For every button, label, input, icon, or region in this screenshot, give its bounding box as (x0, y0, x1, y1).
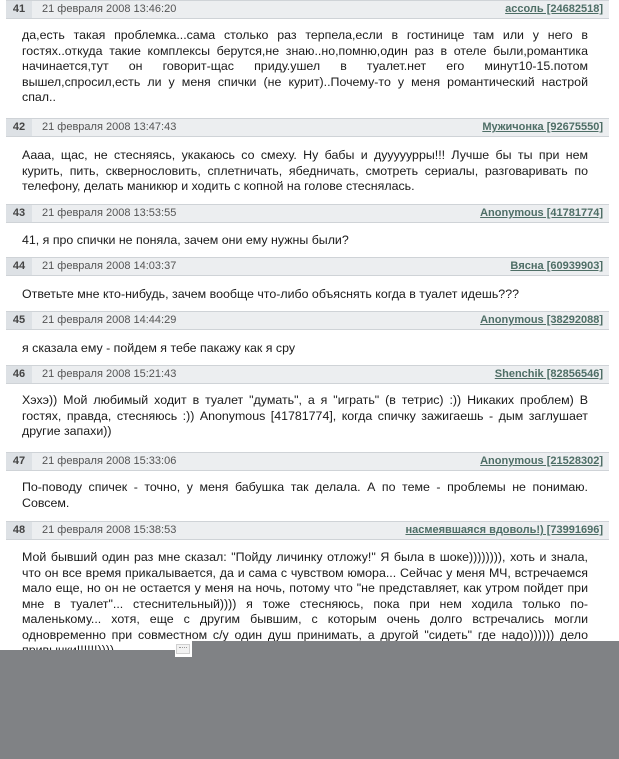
comment-text: По-поводу спичек - точно, у меня бабушка так делала. А по теме - проблемы не понимаю. Совсем. (22, 480, 588, 510)
comment-author-link[interactable]: насмеявшаяся вдоволь!) [73991696] (405, 524, 603, 536)
comment-datetime: 21 февраля 2008 15:38:53 (42, 524, 177, 536)
comment-text: я сказала ему - пойдем я тебе пакажу как я сру (22, 341, 296, 355)
comment-author-link[interactable]: Anonymous [21528302] (480, 455, 603, 467)
image-placeholder-icon (176, 644, 190, 654)
comment-number: 47 (6, 453, 32, 470)
comment-number: 48 (6, 522, 32, 539)
comment-datetime: 21 февраля 2008 13:46:20 (42, 3, 177, 15)
comment-header (6, 521, 609, 540)
comment-header (6, 452, 609, 471)
comment-number: 44 (6, 258, 32, 275)
comment-text: Мой бывший один раз мне сказал: "Пойду личинку отложу!" Я была в шоке)))))))), хоть и знала, что он все время прикалывается, да и сама с чувством юмора... Сейчас у меня МЧ, встречаемся мало еще, но он не остается у меня на ночь, потому что "не представляет, как утром пойдет при мне в туалет"... стеснительный)))) я тоже стесняюсь, пока при нем ходила только по-маленькому... хотя, еще с другим бывшим, с которым очень долго встречались могли одновременно при совместном с/у один душ принимать, а другой "сидеть" где надо)))))) дело (22, 550, 588, 642)
comment-header (6, 0, 609, 19)
comment-author-link[interactable]: ассоль [24682518] (505, 3, 603, 15)
comment-datetime: 21 февраля 2008 13:53:55 (42, 207, 177, 219)
comment-header (6, 365, 609, 384)
comment-text: да,есть такая проблемка...сама столько раз терпела,если в гостинице там или у него в гостях..откуда такие комплексы берутся,не знаю..но,помню,один раз в отеле были,романтика начинается,тут он говорит-щас приду.ушел в туалет.нет его минут10-15.потом вышел,спросил,есть ли у меня спички (не курит)..Почему-то у меня романтический настрой спал.. (22, 28, 588, 104)
screenshot-cutoff-area (0, 657, 619, 759)
comment-author-link[interactable]: Вясна [60939903] (510, 260, 603, 272)
comment-author-link[interactable]: Мужичонка [92675550] (482, 121, 603, 133)
comment-author-link[interactable]: Shenchik [82856546] (494, 368, 603, 380)
comment-header (6, 311, 609, 330)
comment-number: 45 (6, 312, 32, 329)
comment-header (6, 257, 609, 276)
comment-header (6, 118, 609, 137)
comment-author-link[interactable]: Anonymous [38292088] (480, 314, 603, 326)
comment-datetime: 21 февраля 2008 14:03:37 (42, 260, 177, 272)
comment-number: 41 (6, 1, 32, 18)
comment-datetime: 21 февраля 2008 15:21:43 (42, 368, 177, 380)
comment-number: 43 (6, 205, 32, 222)
comment-author-link[interactable]: Anonymous [41781774] (480, 207, 603, 219)
comment-text: Ответьте мне кто-нибудь, зачем вообще что-либо объяснять когда в туалет идешь??? (22, 287, 519, 301)
comment-text: 41, я про спички не поняла, зачем они ему нужны были? (22, 233, 349, 247)
comment-text: Хэхэ)) Мой любимый ходит в туалет "думать", а я "играть" (в тетрис) :)) Никаких проблем) В гостях, правда, стесняюсь :)) Anonymous [41781774], когда спичку зажигаешь - дым заглушает другие запахи)) (22, 393, 588, 438)
comment-datetime: 21 февраля 2008 13:47:43 (42, 121, 177, 133)
comment-datetime: 21 февраля 2008 15:33:06 (42, 455, 177, 467)
comment-text: Аааа, щас, не стесняясь, укакаюсь со смеху. Ну бабы и дууууурры!!! Лучше бы ты при нем курить, пить, сквернословить, сплетничать, ябедничать, смотреть сериалы, разговаривать по телефону, делать маникюр и ходить с копной на голове стеснялась. (22, 148, 588, 193)
comment-datetime: 21 февраля 2008 14:44:29 (42, 314, 177, 326)
comment-number: 46 (6, 366, 32, 383)
comment-header (6, 204, 609, 223)
comment-number: 42 (6, 119, 32, 136)
